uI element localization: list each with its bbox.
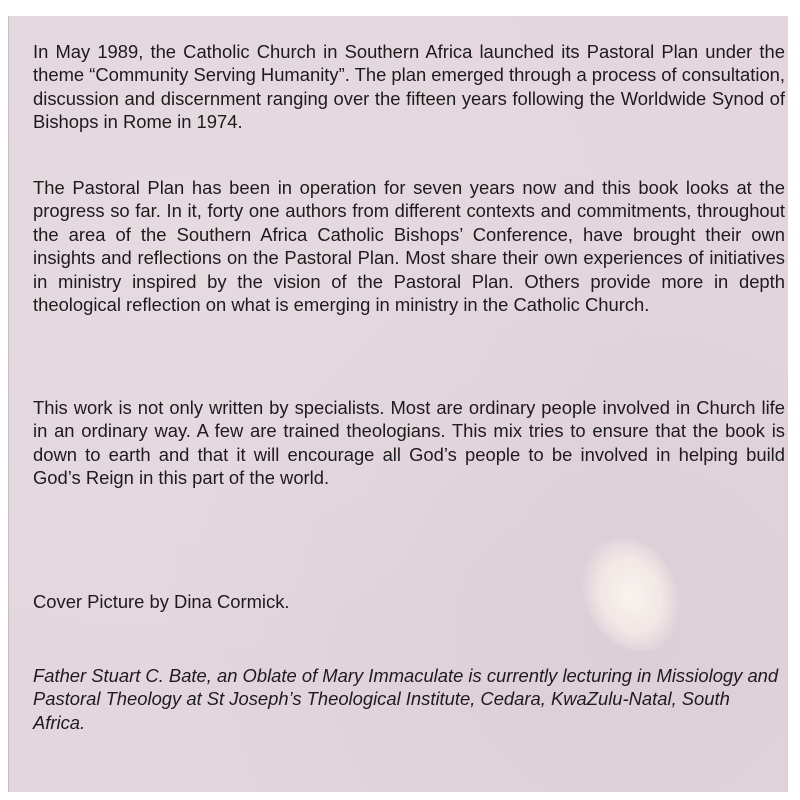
intro-paragraph: In May 1989, the Catholic Church in Southern Africa launched its Pastoral Plan under the theme “Community Serving Humanity”. The plan emerged through a process of consultation, discussion and discernment ranging over the fifteen years following the Worldwide Synod of Bishops in Rome in 1974. xyxy=(33,41,786,133)
back-cover xyxy=(8,16,788,792)
cover-picture-credit: Cover Picture by Dina Cormick. xyxy=(33,591,290,612)
author-bio: Father Stuart C. Bate, an Oblate of Mary Immaculate is currently lecturing in Missiology and Pastoral Theology at St Joseph’s Theological Institute, Cedara, KwaZulu-Natal, South Africa. xyxy=(33,665,779,733)
authors-paragraph: This work is not only written by specialists. Most are ordinary people involved in Church life in an ordinary way. A few are trained theologians. This mix tries to ensure that the book is down to earth and that it will encourage all God’s people to be involved in helping build God’s Reign in this part of the world. xyxy=(33,397,785,489)
progress-paragraph: The Pastoral Plan has been in operation for seven years now and this book looks at the progress so far. In it, forty one authors from different contexts and commitments, throughout the area of the Southern Africa Catholic Bishops’ Conference, have brought their own insights and reflections on the Pastoral Plan. Most share their own experiences of initiatives in ministry inspired by the vision of the Pastoral Plan. Others provide more in depth theological reflection on what is emerging in ministry in the Catholic Church. xyxy=(33,177,785,316)
